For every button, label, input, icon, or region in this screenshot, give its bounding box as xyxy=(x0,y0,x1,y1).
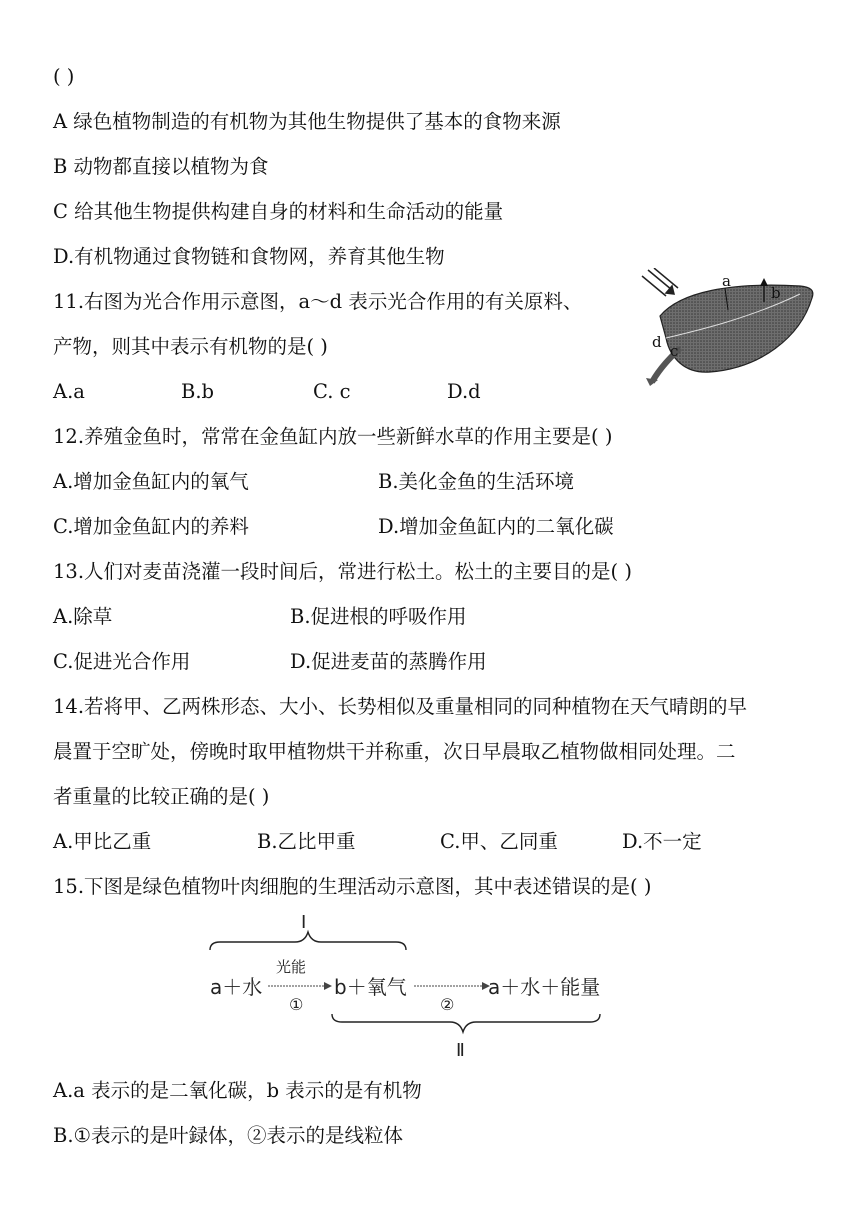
brace-bottom-label: Ⅱ xyxy=(456,1040,465,1061)
q11-stem-line2: 产物，则其中表示有机物的是( ) xyxy=(53,335,328,358)
q12-option-a: A.增加金鱼缸内的氧气 xyxy=(53,470,249,493)
arrow2-label-bottom: ② xyxy=(440,995,455,1014)
q14-stem-line1: 14.若将甲、乙两株形态、大小、长势相似及重量相同的同种植物在天气晴朗的早 xyxy=(53,695,748,718)
q14-stem-line2: 晨置于空旷处，傍晚时取甲植物烘干并称重，次日早晨取乙植物做相同处理。二 xyxy=(53,740,736,763)
arrow1-label-top: 光能 xyxy=(276,958,307,976)
q12-option-c: C.增加金鱼缸内的养料 xyxy=(53,515,249,538)
figure-label-b: b xyxy=(771,284,781,302)
q10-option-a: A 绿色植物制造的有机物为其他生物提供了基本的食物来源 xyxy=(53,110,561,133)
q13-stem: 13.人们对麦苗浇灌一段时间后，常进行松土。松土的主要目的是( ) xyxy=(53,560,632,583)
figure-label-a: a xyxy=(722,272,731,290)
q13-option-b: B.促进根的呼吸作用 xyxy=(290,605,467,628)
sunlight-arrows-icon xyxy=(642,268,678,296)
q10-option-c: C 给其他生物提供构建自身的材料和生命活动的能量 xyxy=(53,200,504,223)
brace-bottom xyxy=(332,1014,600,1032)
q13-option-d: D.促进麦苗的蒸腾作用 xyxy=(290,650,487,673)
equation-left: a＋水 xyxy=(210,975,263,999)
q12-stem: 12.养殖金鱼时，常常在金鱼缸内放一些新鲜水草的作用主要是( ) xyxy=(53,425,613,448)
q11-stem-line1: 11.右图为光合作用示意图，a～d 表示光合作用的有关原料、 xyxy=(53,290,583,313)
q15-option-b: B.①表示的是叶録体，②表示的是线粒体 xyxy=(53,1124,404,1147)
q10-option-b: B 动物都直接以植物为食 xyxy=(53,155,269,178)
q14-stem-line3: 者重量的比较正确的是( ) xyxy=(53,785,270,808)
q11-option-d: D.d xyxy=(447,380,481,403)
q15-stem: 15.下图是绿色植物叶肉细胞的生理活动示意图，其中表述错误的是( ) xyxy=(53,875,652,898)
q13-option-c: C.促进光合作用 xyxy=(53,650,191,673)
q14-option-c: C.甲、乙同重 xyxy=(440,830,558,853)
photosynthesis-leaf-figure xyxy=(640,268,818,386)
figure-label-d: d xyxy=(652,333,662,351)
q11-option-c: C. c xyxy=(313,380,351,403)
q10-paren: ( ) xyxy=(53,65,75,88)
q10-option-d: D.有机物通过食物链和食物网，养育其他生物 xyxy=(53,245,445,268)
q15-option-a: A.a 表示的是二氧化碳，b 表示的是有机物 xyxy=(53,1079,422,1102)
q11-option-b: B.b xyxy=(181,380,215,403)
arrow1-label-bottom: ① xyxy=(289,995,304,1014)
brace-top-label: I xyxy=(301,912,307,933)
q11-option-a: A.a xyxy=(53,380,85,403)
q13-option-a: A.除草 xyxy=(53,605,113,628)
equation-middle: b＋氧气 xyxy=(334,975,407,999)
photosynthesis-respiration-diagram xyxy=(200,912,620,1062)
q14-option-b: B.乙比甲重 xyxy=(257,830,356,853)
brace-top xyxy=(210,932,406,950)
q12-option-d: D.增加金鱼缸内的二氧化碳 xyxy=(378,515,614,538)
q12-option-b: B.美化金鱼的生活环境 xyxy=(378,470,575,493)
q14-option-d: D.不一定 xyxy=(622,830,702,853)
equation-right: a＋水＋能量 xyxy=(488,975,601,999)
figure-label-c: c xyxy=(670,342,679,360)
q14-option-a: A.甲比乙重 xyxy=(53,830,152,853)
